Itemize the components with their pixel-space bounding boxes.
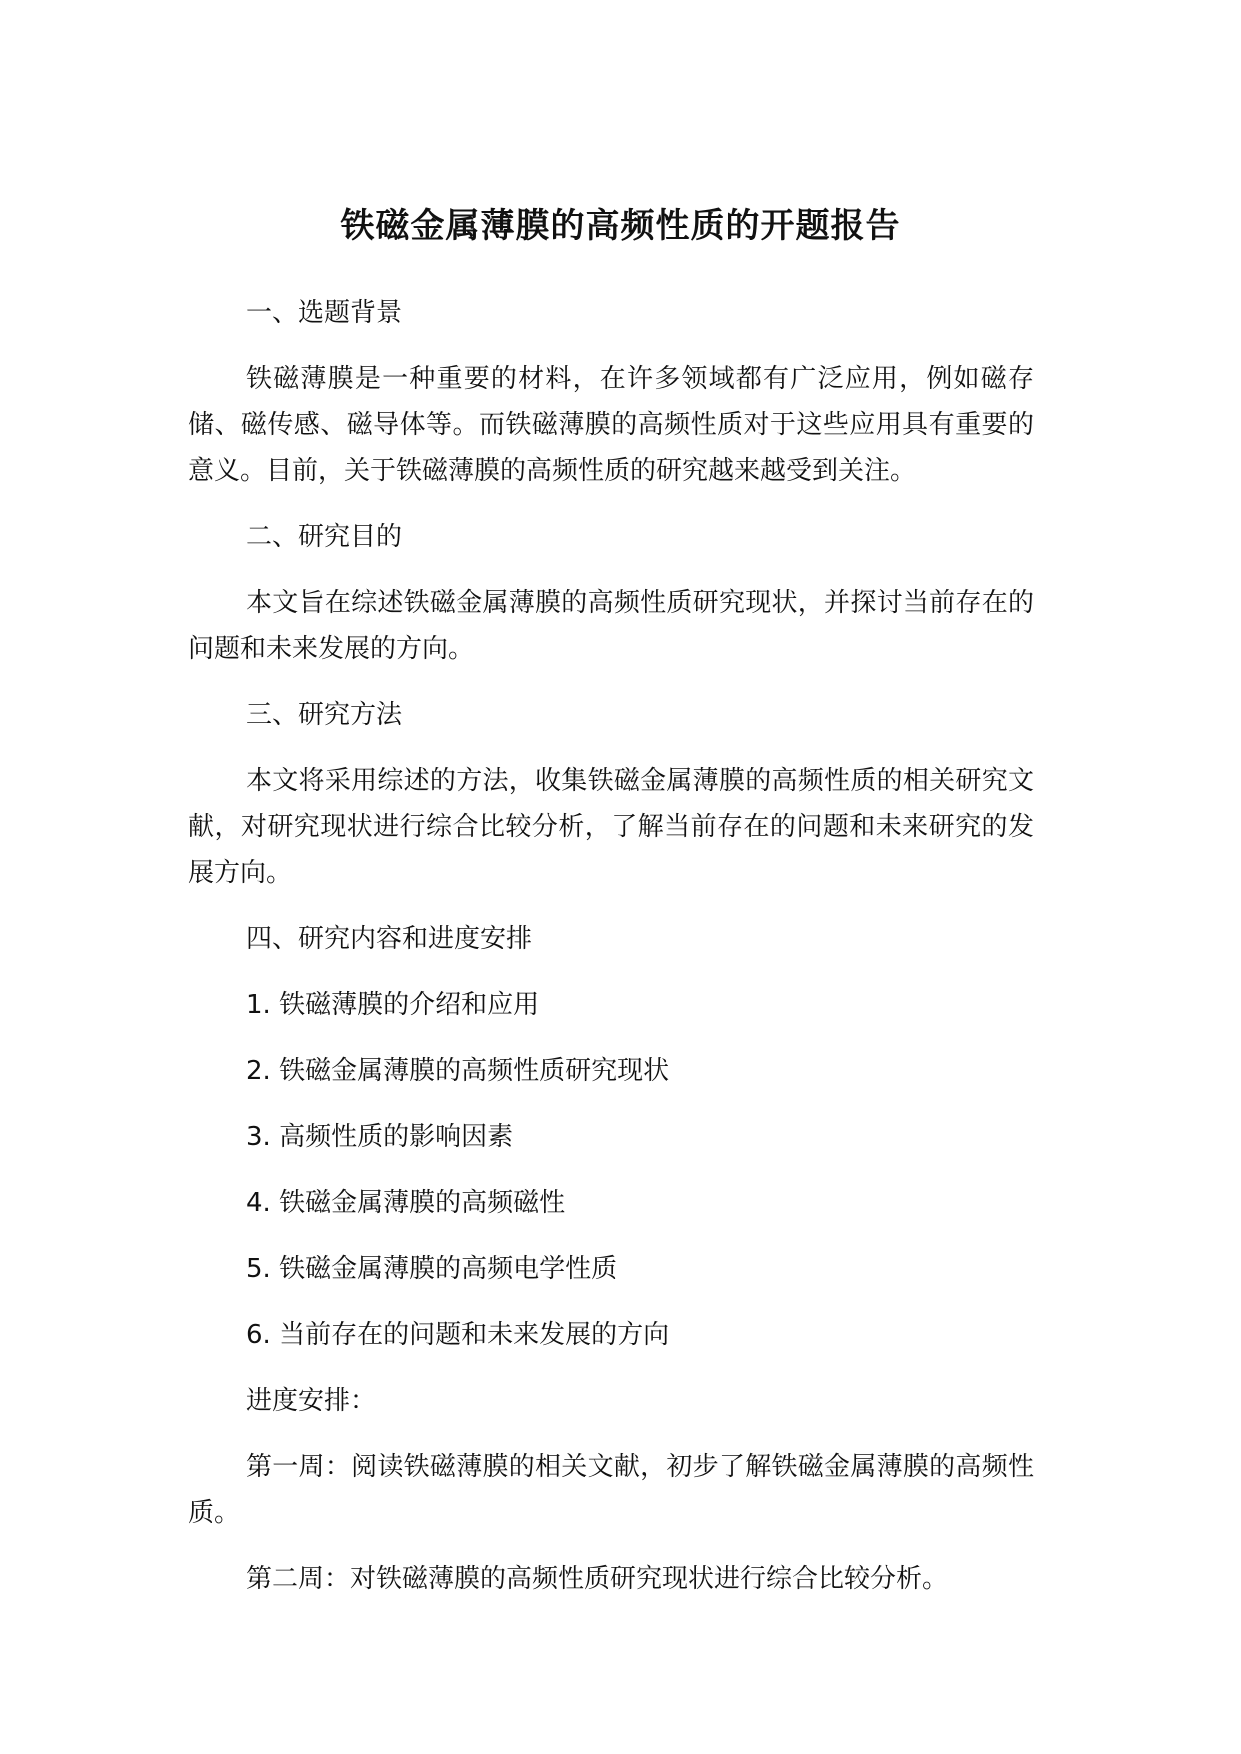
paragraph-background: 铁磁薄膜是一种重要的材料，在许多领域都有广泛应用，例如磁存储、磁传感、磁导体等。而铁磁薄膜的高频性质对于这些应用具有重要的意义。目前，关于铁磁薄膜的高频性质的研究越来越受到关注。: [188, 364, 1034, 486]
paragraph-method: 本文将采用综述的方法，收集铁磁金属薄膜的高频性质的相关研究文献，对研究现状进行综合比较分析，了解当前存在的问题和未来研究的发展方向。: [188, 766, 1034, 888]
content-item-2: 2. 铁磁金属薄膜的高频性质研究现状: [246, 1056, 670, 1086]
section-heading-method: 三、研究方法: [246, 700, 403, 730]
section-heading-purpose: 二、研究目的: [246, 522, 403, 552]
content-item-3: 3. 高频性质的影响因素: [246, 1122, 514, 1152]
schedule-week-2: 第二周：对铁磁薄膜的高频性质研究现状进行综合比较分析。: [246, 1564, 949, 1594]
content-item-4: 4. 铁磁金属薄膜的高频磁性: [246, 1188, 566, 1218]
section-heading-background: 一、选题背景: [246, 298, 403, 328]
content-item-6: 6. 当前存在的问题和未来发展的方向: [246, 1320, 670, 1350]
content-item-5: 5. 铁磁金属薄膜的高频电学性质: [246, 1254, 618, 1284]
document-title: 铁磁金属薄膜的高频性质的开题报告: [340, 205, 901, 246]
document-body: [188, 290, 1034, 1622]
schedule-week-1: 第一周：阅读铁磁薄膜的相关文献，初步了解铁磁金属薄膜的高频性质。: [188, 1452, 1034, 1528]
content-item-1: 1. 铁磁薄膜的介绍和应用: [246, 990, 540, 1020]
section-heading-content-schedule: 四、研究内容和进度安排: [246, 924, 533, 954]
paragraph-purpose: 本文旨在综述铁磁金属薄膜的高频性质研究现状，并探讨当前存在的问题和未来发展的方向。: [188, 588, 1034, 664]
schedule-heading: 进度安排：: [246, 1386, 377, 1416]
